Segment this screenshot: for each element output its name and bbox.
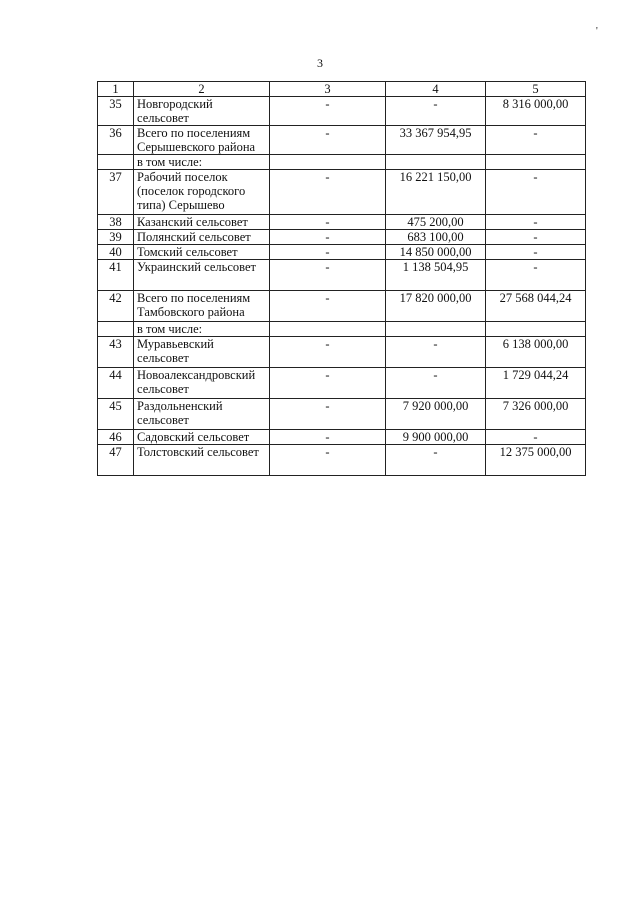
column-4-value: 16 221 150,00 [386, 170, 486, 215]
row-number: 35 [98, 97, 134, 126]
settlement-name: Новоалександровский сельсовет [134, 368, 270, 399]
column-5-value: 1 729 044,24 [486, 368, 586, 399]
row-number: 40 [98, 245, 134, 260]
column-4-value: 1 138 504,95 [386, 260, 486, 291]
column-5-value: - [486, 430, 586, 445]
column-3-value: - [270, 170, 386, 215]
table-row [98, 291, 586, 322]
column-4-value: 9 900 000,00 [386, 430, 486, 445]
column-3-value: - [270, 230, 386, 245]
column-4-value: 475 200,00 [386, 215, 486, 230]
column-5-value: - [486, 126, 586, 155]
column-5-value: - [486, 260, 586, 291]
settlement-name: Украинский сельсовет [134, 260, 270, 291]
column-4-value: 17 820 000,00 [386, 291, 486, 322]
settlement-name: Толстовский сельсовет [134, 445, 270, 476]
column-5-value: 27 568 044,24 [486, 291, 586, 322]
table-row [98, 245, 586, 260]
row-number [98, 155, 134, 170]
column-4-value: 14 850 000,00 [386, 245, 486, 260]
settlement-name: в том числе: [134, 155, 270, 170]
column-3-value: - [270, 337, 386, 368]
table-row [98, 430, 586, 445]
settlement-name: в том числе: [134, 322, 270, 337]
column-4-value: - [386, 337, 486, 368]
column-5-value: - [486, 215, 586, 230]
row-number: 41 [98, 260, 134, 291]
column-4-value: - [386, 97, 486, 126]
settlement-name: Всего по поселениям Серышевского района [134, 126, 270, 155]
table-row [98, 215, 586, 230]
column-header: 4 [386, 82, 486, 97]
table-row [98, 230, 586, 245]
row-number: 36 [98, 126, 134, 155]
row-number: 43 [98, 337, 134, 368]
budget-table [97, 81, 586, 476]
row-number: 44 [98, 368, 134, 399]
row-number: 46 [98, 430, 134, 445]
column-4-value: 683 100,00 [386, 230, 486, 245]
page-number: 3 [317, 56, 323, 70]
settlement-name: Казанский сельсовет [134, 215, 270, 230]
table-row [98, 368, 586, 399]
column-5-value: 6 138 000,00 [486, 337, 586, 368]
column-5-value [486, 155, 586, 170]
row-number: 45 [98, 399, 134, 430]
column-5-value: 8 316 000,00 [486, 97, 586, 126]
column-3-value [270, 322, 386, 337]
column-3-value: - [270, 245, 386, 260]
corner-mark: ' [596, 26, 598, 37]
column-3-value: - [270, 445, 386, 476]
column-3-value: - [270, 215, 386, 230]
settlement-name: Томский сельсовет [134, 245, 270, 260]
column-4-value: - [386, 368, 486, 399]
column-header: 1 [98, 82, 134, 97]
column-5-value: 7 326 000,00 [486, 399, 586, 430]
column-4-value: - [386, 445, 486, 476]
row-number: 37 [98, 170, 134, 215]
column-3-value: - [270, 291, 386, 322]
column-5-value: - [486, 170, 586, 215]
column-4-value [386, 322, 486, 337]
column-5-value: - [486, 245, 586, 260]
settlement-name: Новгородский сельсовет [134, 97, 270, 126]
row-number: 47 [98, 445, 134, 476]
table-row [98, 155, 586, 170]
table-row [98, 399, 586, 430]
column-3-value: - [270, 97, 386, 126]
column-4-value: 7 920 000,00 [386, 399, 486, 430]
table-row [98, 337, 586, 368]
row-number [98, 322, 134, 337]
settlement-name: Всего по поселениям Тамбовского района [134, 291, 270, 322]
column-header: 2 [134, 82, 270, 97]
column-5-value [486, 322, 586, 337]
column-header: 5 [486, 82, 586, 97]
column-5-value: 12 375 000,00 [486, 445, 586, 476]
column-3-value [270, 155, 386, 170]
table-row [98, 170, 586, 215]
settlement-name: Полянский сельсовет [134, 230, 270, 245]
table-row [98, 322, 586, 337]
settlement-name: Муравьевский сельсовет [134, 337, 270, 368]
settlement-name: Садовский сельсовет [134, 430, 270, 445]
column-4-value [386, 155, 486, 170]
column-3-value: - [270, 368, 386, 399]
row-number: 39 [98, 230, 134, 245]
column-3-value: - [270, 430, 386, 445]
settlement-name: Раздольненский сельсовет [134, 399, 270, 430]
table-row [98, 126, 586, 155]
column-3-value: - [270, 126, 386, 155]
table-row [98, 445, 586, 476]
column-3-value: - [270, 260, 386, 291]
column-3-value: - [270, 399, 386, 430]
settlement-name: Рабочий поселок (поселок городского типа) Серышево [134, 170, 270, 215]
table-header-row [98, 82, 586, 97]
column-5-value: - [486, 230, 586, 245]
column-header: 3 [270, 82, 386, 97]
table-row [98, 260, 586, 291]
column-4-value: 33 367 954,95 [386, 126, 486, 155]
table-row [98, 97, 586, 126]
row-number: 42 [98, 291, 134, 322]
row-number: 38 [98, 215, 134, 230]
